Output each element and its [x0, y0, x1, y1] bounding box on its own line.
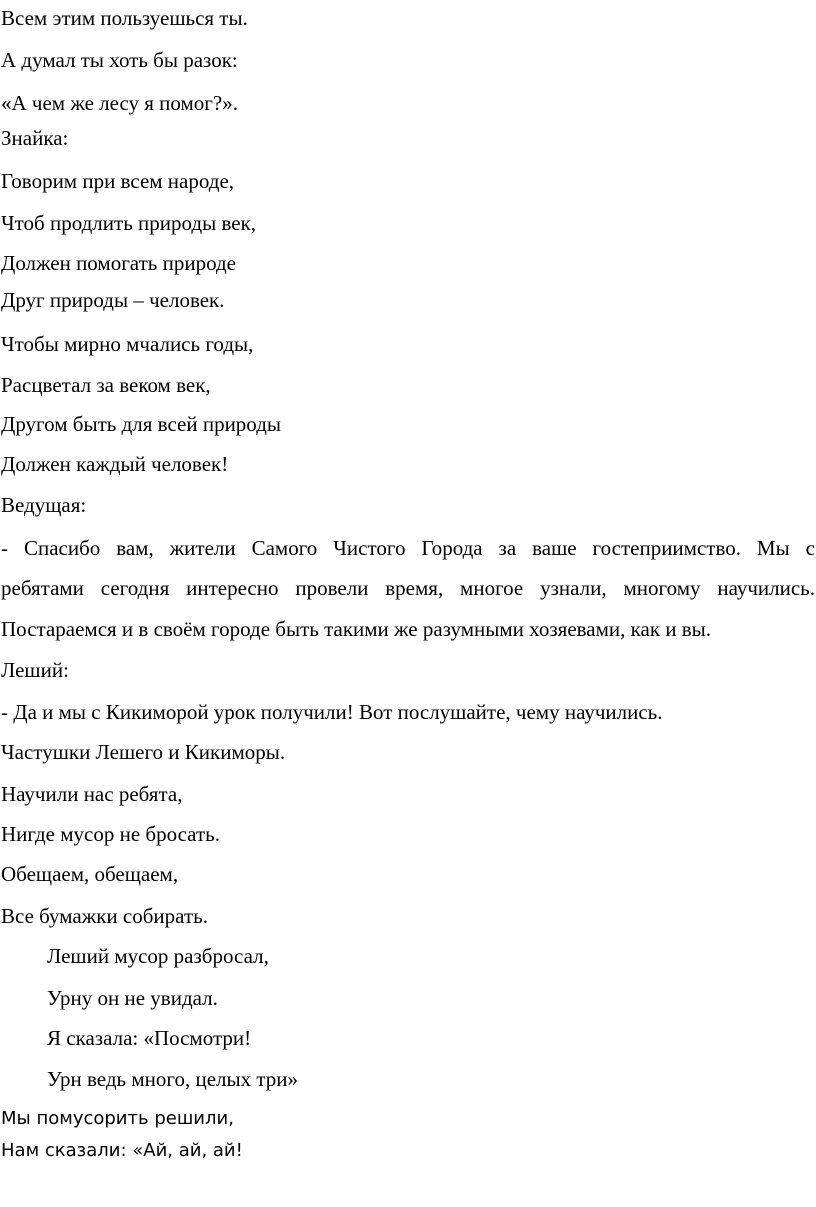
verse-line: Нигде мусор не бросать.: [1, 822, 220, 846]
verse-line-indented: Урну он не увидал.: [47, 986, 218, 1010]
text-line: - Да и мы с Кикиморой урок получили! Вот послушайте, чему научились.: [1, 700, 663, 724]
text-line: Говорим при всем народе,: [1, 169, 235, 193]
verse-line: Научили нас ребята,: [1, 782, 183, 806]
verse-line: Обещаем, обещаем,: [1, 862, 179, 886]
verse-line-indented: Урн ведь много, целых три»: [47, 1067, 299, 1091]
verse-line: Все бумажки собирать.: [1, 904, 208, 928]
text-line: А думал ты хоть бы разок:: [1, 48, 238, 72]
speaker-label: Леший:: [1, 658, 69, 682]
verse-line-indented: Леший мусор разбросал,: [47, 944, 269, 968]
text-line: Всем этим пользуешься ты.: [1, 6, 248, 30]
text-line: «А чем же лесу я помог?».: [1, 91, 238, 115]
text-line: Расцветал за веком век,: [1, 373, 211, 397]
text-line: ребятами сегодня интересно провели время, многое узнали, многому научились.: [1, 576, 815, 600]
text-line: Должен помогать природе: [1, 251, 236, 275]
text-line: Друг природы – человек.: [1, 288, 225, 312]
verse-line: Нам сказали: «Ай, ай, ай!: [1, 1140, 243, 1161]
text-line: Чтобы мирно мчались годы,: [1, 332, 254, 356]
text-line: Чтоб продлить природы век,: [1, 211, 257, 235]
text-line: - Спасибо вам, жители Самого Чистого Города за ваше гостеприимство. Мы с: [1, 536, 815, 560]
verse-line: Мы помусорить решили,: [1, 1108, 234, 1129]
text-line: Постараемся и в своём городе быть такими же разумными хозяевами, как и вы.: [1, 617, 712, 641]
speaker-label: Знайка:: [1, 126, 69, 150]
text-line: Должен каждый человек!: [1, 452, 229, 476]
verse-line-indented: Я сказала: «Посмотри!: [47, 1026, 252, 1050]
section-heading: Частушки Лешего и Кикиморы.: [1, 740, 286, 764]
text-line: Другом быть для всей природы: [1, 412, 281, 436]
speaker-label: Ведущая:: [1, 493, 87, 517]
